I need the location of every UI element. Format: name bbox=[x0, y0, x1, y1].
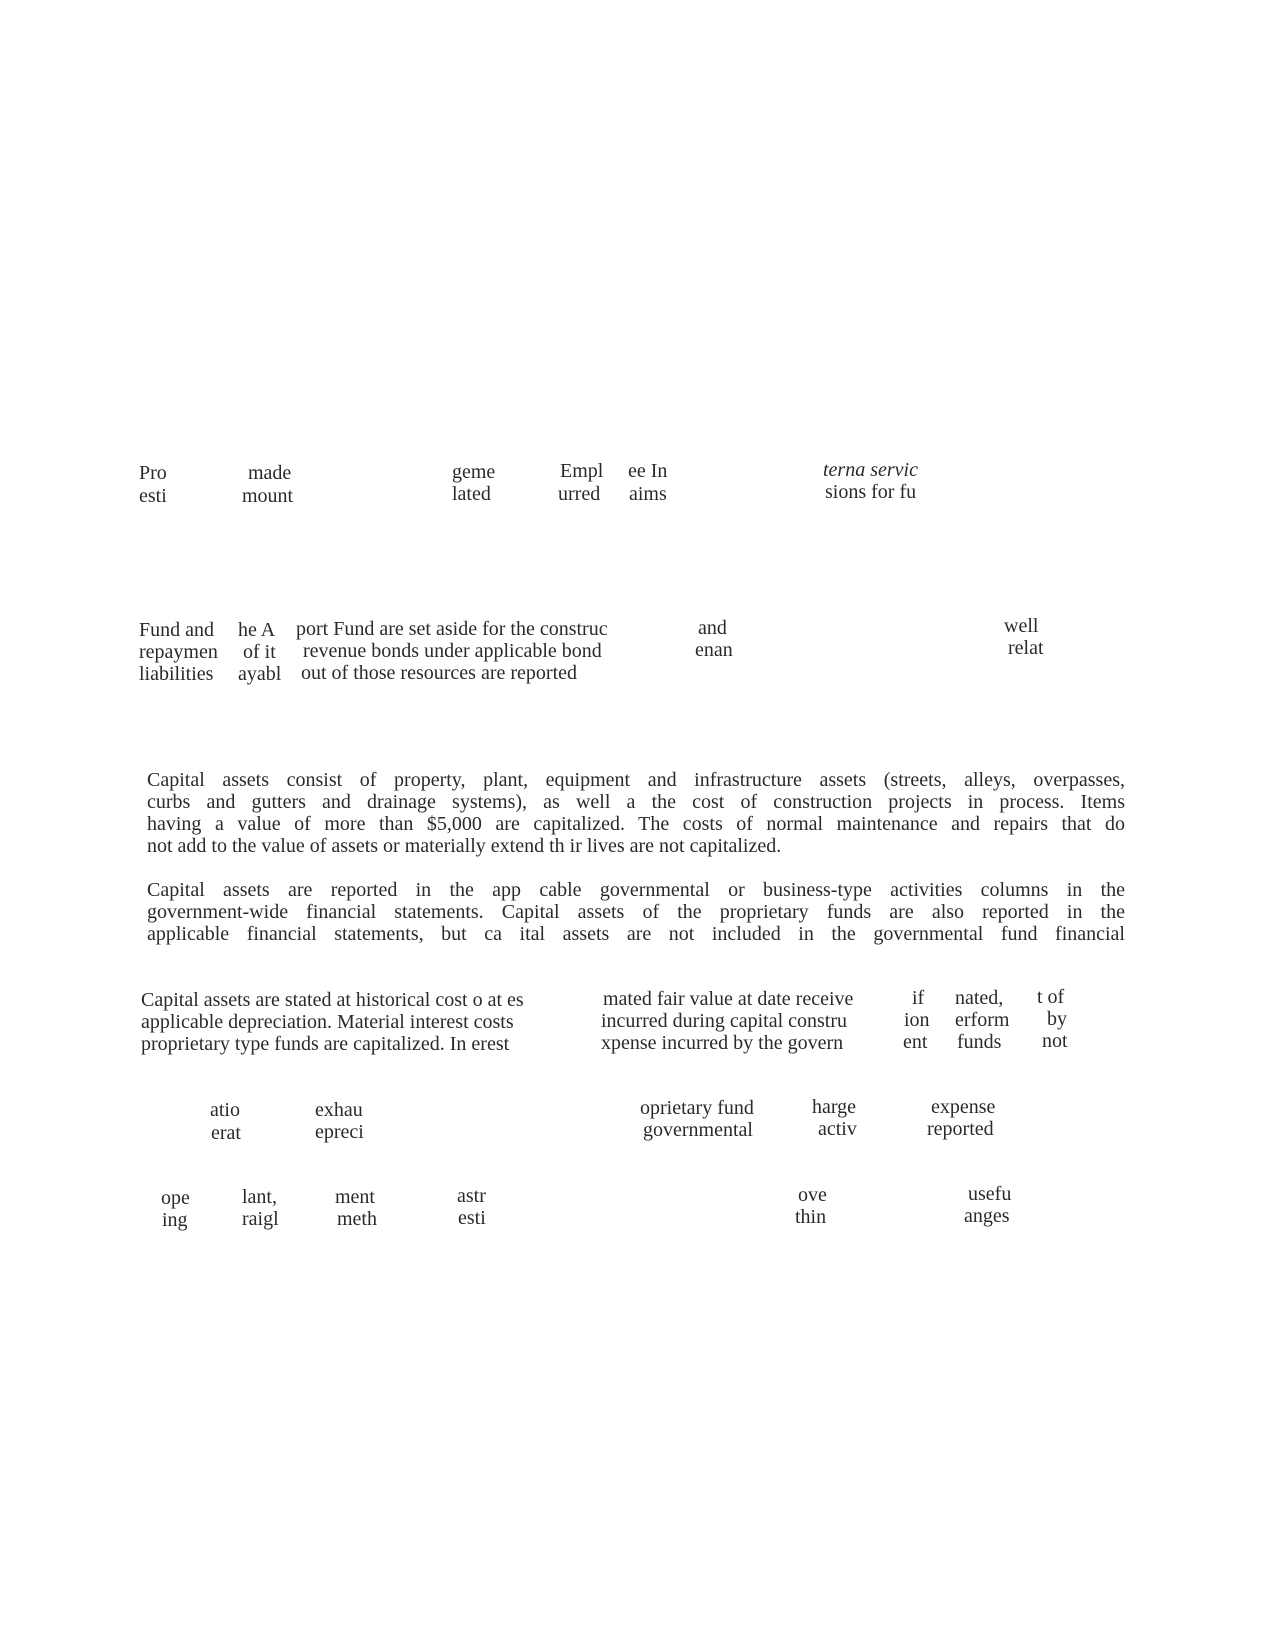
text-fragment: port Fund are set aside for the construc bbox=[296, 618, 608, 640]
text-fragment: oprietary fund bbox=[640, 1097, 754, 1119]
text-fragment: reported bbox=[927, 1118, 994, 1140]
text-fragment: ion bbox=[904, 1009, 930, 1031]
text-fragment: ing bbox=[162, 1209, 188, 1231]
text-fragment: urred bbox=[558, 483, 601, 505]
paragraph-line: curbs and gutters and drainage systems), as well a the cost of construction projects in process. Items bbox=[147, 791, 1125, 813]
text-fragment: harge bbox=[812, 1096, 857, 1118]
text-fragment: repaymen bbox=[139, 641, 218, 663]
text-fragment: meth bbox=[337, 1208, 377, 1230]
paragraph-line: government-wide financial statements. Capital assets of the proprietary funds are also reported in the bbox=[147, 901, 1125, 923]
text-fragment: xpense incurred by the govern bbox=[601, 1032, 844, 1054]
text-fragment: incurred during capital constru bbox=[601, 1010, 848, 1032]
text-fragment: exhau bbox=[315, 1099, 363, 1121]
text-fragment: astr bbox=[457, 1185, 486, 1207]
text-fragment: Capital assets are stated at historical cost o at es bbox=[141, 989, 524, 1011]
text-fragment: made bbox=[248, 462, 292, 484]
text-fragment: atio bbox=[210, 1099, 240, 1121]
text-fragment: anges bbox=[964, 1205, 1010, 1227]
text-fragment: usefu bbox=[968, 1183, 1012, 1205]
text-fragment: funds bbox=[957, 1031, 1002, 1053]
text-fragment: governmental bbox=[643, 1119, 753, 1141]
text-fragment: not bbox=[1042, 1030, 1068, 1052]
text-fragment: mated fair value at date receive bbox=[603, 988, 854, 1010]
text-fragment: revenue bonds under applicable bond bbox=[303, 640, 602, 662]
text-fragment: raigl bbox=[242, 1208, 279, 1230]
text-fragment: and bbox=[698, 617, 727, 639]
text-fragment: lant, bbox=[242, 1186, 277, 1208]
text-fragment: ove bbox=[798, 1184, 827, 1206]
text-fragment: terna servic bbox=[823, 459, 918, 481]
text-fragment: expense bbox=[931, 1096, 996, 1118]
text-fragment: ee In bbox=[628, 460, 668, 482]
text-fragment: t of bbox=[1037, 986, 1065, 1008]
text-fragment: relat bbox=[1008, 637, 1044, 659]
text-fragment: aims bbox=[629, 483, 667, 505]
paragraph-line: Capital assets are reported in the app cable governmental or business-type activities columns in the bbox=[147, 879, 1125, 901]
paragraph-line: having a value of more than $5,000 are capitalized. The costs of normal maintenance and repairs that do bbox=[147, 813, 1125, 835]
text-fragment: out of those resources are reported bbox=[301, 662, 577, 684]
text-fragment: if bbox=[912, 987, 925, 1009]
text-fragment: erat bbox=[211, 1122, 241, 1144]
text-fragment: mount bbox=[242, 485, 294, 507]
text-fragment: by bbox=[1047, 1008, 1067, 1030]
text-fragment: ment bbox=[335, 1186, 375, 1208]
text-fragment: applicable depreciation. Material interest costs bbox=[141, 1011, 514, 1033]
text-fragment: of it bbox=[243, 641, 276, 663]
text-fragment: ent bbox=[903, 1031, 928, 1053]
text-fragment: erform bbox=[955, 1009, 1010, 1031]
text-fragment: sions for fu bbox=[825, 481, 917, 503]
paragraph-line: not add to the value of assets or materially extend th ir lives are not capitalized. bbox=[147, 835, 782, 857]
paragraph-line: Capital assets consist of property, plant, equipment and infrastructure assets (streets, alleys, overpasses, bbox=[147, 769, 1125, 791]
text-fragment: thin bbox=[795, 1206, 827, 1228]
text-fragment: ope bbox=[161, 1187, 190, 1209]
text-fragment: epreci bbox=[315, 1121, 364, 1143]
text-fragment: enan bbox=[695, 639, 733, 661]
text-fragment: ayabl bbox=[238, 663, 282, 685]
paragraph-line: applicable financial statements, but ca ital assets are not included in the governmental fund financial bbox=[147, 923, 1125, 945]
text-fragment: nated, bbox=[955, 987, 1004, 1009]
text-fragment: Pro bbox=[139, 462, 167, 484]
text-fragment: esti bbox=[139, 485, 167, 507]
text-fragment: esti bbox=[458, 1207, 486, 1229]
text-fragment: he A bbox=[238, 619, 276, 641]
text-fragment: Fund and bbox=[139, 619, 214, 641]
text-fragment: liabilities bbox=[139, 663, 214, 685]
text-fragment: geme bbox=[452, 461, 496, 483]
text-fragment: activ bbox=[818, 1118, 857, 1140]
text-fragment: proprietary type funds are capitalized. In erest bbox=[141, 1033, 510, 1055]
text-fragment: Empl bbox=[560, 460, 604, 482]
text-fragment: well bbox=[1004, 615, 1039, 637]
text-fragment: lated bbox=[452, 483, 491, 505]
